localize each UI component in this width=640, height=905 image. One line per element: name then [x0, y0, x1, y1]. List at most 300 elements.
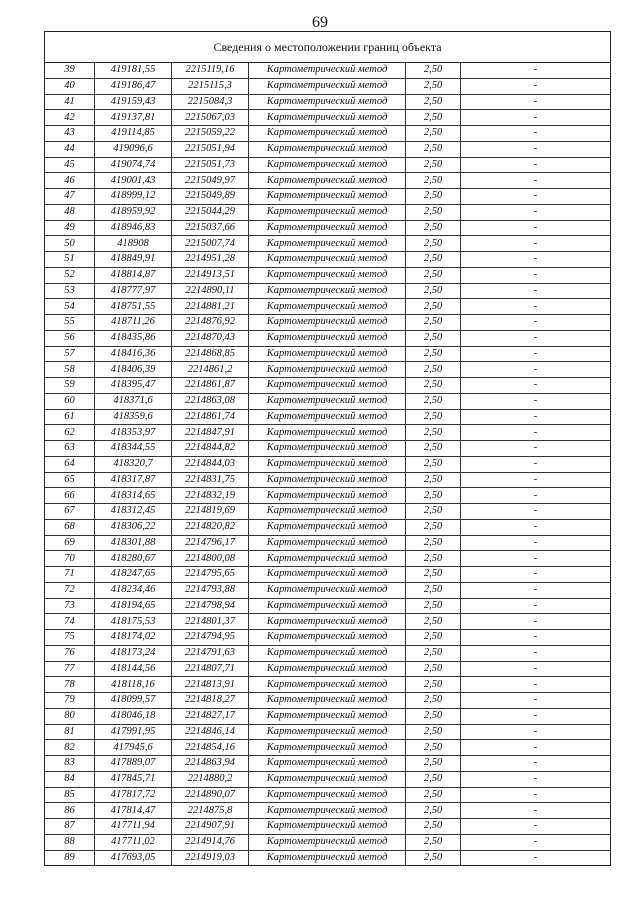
method-cell: Картометрический метод	[249, 850, 406, 865]
point-number-cell: 63	[45, 441, 95, 457]
point-number-cell: 61	[45, 409, 95, 425]
table-row	[45, 141, 610, 157]
description-cell: -	[461, 519, 611, 535]
description-cell: -	[461, 834, 611, 850]
y-coordinate-cell: 2215067,03	[172, 110, 249, 126]
x-coordinate-cell: 418175,53	[95, 614, 172, 630]
y-coordinate-cell: 2214951,28	[172, 252, 249, 268]
accuracy-cell: 2,50	[406, 63, 461, 78]
method-cell: Картометрический метод	[249, 157, 406, 173]
description-cell: -	[461, 220, 611, 236]
accuracy-cell: 2,50	[406, 346, 461, 362]
y-coordinate-cell: 2214847,91	[172, 425, 249, 441]
description-cell: -	[461, 661, 611, 677]
description-cell: -	[461, 425, 611, 441]
method-cell: Картометрический метод	[249, 456, 406, 472]
x-coordinate-cell: 418999,12	[95, 189, 172, 205]
table-row	[45, 567, 610, 583]
x-coordinate-cell: 417711,94	[95, 819, 172, 835]
y-coordinate-cell: 2214844,82	[172, 441, 249, 457]
point-number-cell: 50	[45, 236, 95, 252]
table-row	[45, 236, 610, 252]
y-coordinate-cell: 2215051,94	[172, 141, 249, 157]
x-coordinate-cell: 419186,47	[95, 78, 172, 94]
y-coordinate-cell: 2214793,88	[172, 582, 249, 598]
x-coordinate-cell: 418416,36	[95, 346, 172, 362]
description-cell: -	[461, 362, 611, 378]
method-cell: Картометрический метод	[249, 63, 406, 78]
x-coordinate-cell: 418320,7	[95, 456, 172, 472]
point-number-cell: 86	[45, 803, 95, 819]
table-row	[45, 267, 610, 283]
y-coordinate-cell: 2215049,89	[172, 189, 249, 205]
table-row	[45, 110, 610, 126]
method-cell: Картометрический метод	[249, 204, 406, 220]
accuracy-cell: 2,50	[406, 598, 461, 614]
accuracy-cell: 2,50	[406, 393, 461, 409]
table-row	[45, 488, 610, 504]
method-cell: Картометрический метод	[249, 141, 406, 157]
point-number-cell: 45	[45, 157, 95, 173]
description-cell: -	[461, 645, 611, 661]
accuracy-cell: 2,50	[406, 708, 461, 724]
y-coordinate-cell: 2214796,17	[172, 535, 249, 551]
point-number-cell: 49	[45, 220, 95, 236]
y-coordinate-cell: 2214880,2	[172, 771, 249, 787]
point-number-cell: 81	[45, 724, 95, 740]
accuracy-cell: 2,50	[406, 614, 461, 630]
point-number-cell: 60	[45, 393, 95, 409]
accuracy-cell: 2,50	[406, 315, 461, 331]
y-coordinate-cell: 2214844,03	[172, 456, 249, 472]
accuracy-cell: 2,50	[406, 456, 461, 472]
method-cell: Картометрический метод	[249, 393, 406, 409]
method-cell: Картометрический метод	[249, 787, 406, 803]
table-row	[45, 645, 610, 661]
y-coordinate-cell: 2214791,63	[172, 645, 249, 661]
table-row	[45, 409, 610, 425]
description-cell: -	[461, 315, 611, 331]
table-row	[45, 425, 610, 441]
method-cell: Картометрический метод	[249, 614, 406, 630]
description-cell: -	[461, 409, 611, 425]
point-number-cell: 88	[45, 834, 95, 850]
accuracy-cell: 2,50	[406, 535, 461, 551]
description-cell: -	[461, 724, 611, 740]
point-number-cell: 80	[45, 708, 95, 724]
table-row	[45, 173, 610, 189]
method-cell: Картометрический метод	[249, 661, 406, 677]
method-cell: Картометрический метод	[249, 78, 406, 94]
y-coordinate-cell: 2214818,27	[172, 693, 249, 709]
accuracy-cell: 2,50	[406, 834, 461, 850]
method-cell: Картометрический метод	[249, 693, 406, 709]
y-coordinate-cell: 2214798,94	[172, 598, 249, 614]
description-cell: -	[461, 78, 611, 94]
y-coordinate-cell: 2215049,97	[172, 173, 249, 189]
y-coordinate-cell: 2214795,65	[172, 567, 249, 583]
y-coordinate-cell: 2214863,08	[172, 393, 249, 409]
x-coordinate-cell: 418406,39	[95, 362, 172, 378]
table-row	[45, 551, 610, 567]
point-number-cell: 77	[45, 661, 95, 677]
method-cell: Картометрический метод	[249, 110, 406, 126]
table-row	[45, 204, 610, 220]
x-coordinate-cell: 418908	[95, 236, 172, 252]
table-row	[45, 252, 610, 268]
point-number-cell: 69	[45, 535, 95, 551]
y-coordinate-cell: 2214820,82	[172, 519, 249, 535]
point-number-cell: 74	[45, 614, 95, 630]
y-coordinate-cell: 2214861,2	[172, 362, 249, 378]
point-number-cell: 41	[45, 94, 95, 110]
x-coordinate-cell: 419159,43	[95, 94, 172, 110]
point-number-cell: 87	[45, 819, 95, 835]
description-cell: -	[461, 63, 611, 78]
method-cell: Картометрический метод	[249, 598, 406, 614]
description-cell: -	[461, 110, 611, 126]
method-cell: Картометрический метод	[249, 362, 406, 378]
description-cell: -	[461, 803, 611, 819]
x-coordinate-cell: 419074,74	[95, 157, 172, 173]
accuracy-cell: 2,50	[406, 472, 461, 488]
accuracy-cell: 2,50	[406, 283, 461, 299]
table-row	[45, 724, 610, 740]
method-cell: Картометрический метод	[249, 834, 406, 850]
method-cell: Картометрический метод	[249, 346, 406, 362]
table-row	[45, 535, 610, 551]
accuracy-cell: 2,50	[406, 189, 461, 205]
method-cell: Картометрический метод	[249, 378, 406, 394]
y-coordinate-cell: 2215119,16	[172, 63, 249, 78]
x-coordinate-cell: 417814,47	[95, 803, 172, 819]
y-coordinate-cell: 2214919,03	[172, 850, 249, 865]
x-coordinate-cell: 418344,55	[95, 441, 172, 457]
description-cell: -	[461, 693, 611, 709]
x-coordinate-cell: 418751,55	[95, 299, 172, 315]
point-number-cell: 57	[45, 346, 95, 362]
accuracy-cell: 2,50	[406, 645, 461, 661]
x-coordinate-cell: 418234,46	[95, 582, 172, 598]
point-number-cell: 89	[45, 850, 95, 865]
point-number-cell: 78	[45, 677, 95, 693]
table-row	[45, 220, 610, 236]
x-coordinate-cell: 419096,6	[95, 141, 172, 157]
description-cell: -	[461, 787, 611, 803]
method-cell: Картометрический метод	[249, 519, 406, 535]
y-coordinate-cell: 2214861,74	[172, 409, 249, 425]
y-coordinate-cell: 2214914,76	[172, 834, 249, 850]
table-row	[45, 740, 610, 756]
description-cell: -	[461, 677, 611, 693]
table-row	[45, 614, 610, 630]
y-coordinate-cell: 2215037,66	[172, 220, 249, 236]
description-cell: -	[461, 630, 611, 646]
description-cell: -	[461, 598, 611, 614]
y-coordinate-cell: 2215059,22	[172, 126, 249, 142]
x-coordinate-cell: 418946,83	[95, 220, 172, 236]
y-coordinate-cell: 2214868,85	[172, 346, 249, 362]
method-cell: Картометрический метод	[249, 819, 406, 835]
point-number-cell: 75	[45, 630, 95, 646]
accuracy-cell: 2,50	[406, 362, 461, 378]
table-row	[45, 126, 610, 142]
y-coordinate-cell: 2214819,69	[172, 504, 249, 520]
y-coordinate-cell: 2215044,29	[172, 204, 249, 220]
y-coordinate-cell: 2214807,71	[172, 661, 249, 677]
y-coordinate-cell: 2214876,92	[172, 315, 249, 331]
page-number: 69	[312, 14, 328, 31]
point-number-cell: 73	[45, 598, 95, 614]
x-coordinate-cell: 418353,97	[95, 425, 172, 441]
table-row	[45, 283, 610, 299]
accuracy-cell: 2,50	[406, 78, 461, 94]
method-cell: Картометрический метод	[249, 236, 406, 252]
method-cell: Картометрический метод	[249, 582, 406, 598]
point-number-cell: 82	[45, 740, 95, 756]
point-number-cell: 40	[45, 78, 95, 94]
accuracy-cell: 2,50	[406, 803, 461, 819]
x-coordinate-cell: 419001,43	[95, 173, 172, 189]
method-cell: Картометрический метод	[249, 645, 406, 661]
x-coordinate-cell: 418312,45	[95, 504, 172, 520]
accuracy-cell: 2,50	[406, 378, 461, 394]
method-cell: Картометрический метод	[249, 220, 406, 236]
accuracy-cell: 2,50	[406, 204, 461, 220]
table-row	[45, 189, 610, 205]
method-cell: Картометрический метод	[249, 551, 406, 567]
description-cell: -	[461, 456, 611, 472]
method-cell: Картометрический метод	[249, 315, 406, 331]
x-coordinate-cell: 418777,97	[95, 283, 172, 299]
x-coordinate-cell: 418371,6	[95, 393, 172, 409]
point-number-cell: 66	[45, 488, 95, 504]
x-coordinate-cell: 418173,24	[95, 645, 172, 661]
table-row	[45, 803, 610, 819]
point-number-cell: 72	[45, 582, 95, 598]
table-row	[45, 299, 610, 315]
method-cell: Картометрический метод	[249, 330, 406, 346]
accuracy-cell: 2,50	[406, 409, 461, 425]
accuracy-cell: 2,50	[406, 756, 461, 772]
description-cell: -	[461, 708, 611, 724]
description-cell: -	[461, 504, 611, 520]
method-cell: Картометрический метод	[249, 409, 406, 425]
description-cell: -	[461, 126, 611, 142]
table-row	[45, 456, 610, 472]
x-coordinate-cell: 418118,16	[95, 677, 172, 693]
description-cell: -	[461, 819, 611, 835]
point-number-cell: 52	[45, 267, 95, 283]
description-cell: -	[533, 851, 538, 863]
point-number-cell: 58	[45, 362, 95, 378]
point-number-cell: 53	[45, 283, 95, 299]
y-coordinate-cell: 2214913,51	[172, 267, 249, 283]
point-number-cell: 83	[45, 756, 95, 772]
y-coordinate-cell: 2214846,14	[172, 724, 249, 740]
x-coordinate-cell: 418099,57	[95, 693, 172, 709]
accuracy-cell: 2,50	[406, 850, 461, 865]
accuracy-cell: 2,50	[406, 220, 461, 236]
description-cell: -	[461, 141, 611, 157]
point-number-cell: 46	[45, 173, 95, 189]
x-coordinate-cell: 418194,65	[95, 598, 172, 614]
description-cell: -	[461, 267, 611, 283]
method-cell: Картометрический метод	[249, 283, 406, 299]
description-cell: -	[461, 252, 611, 268]
table-row	[45, 630, 610, 646]
y-coordinate-cell: 2215115,3	[172, 78, 249, 94]
accuracy-cell: 2,50	[406, 693, 461, 709]
method-cell: Картометрический метод	[249, 94, 406, 110]
table-row	[45, 756, 610, 772]
table-row	[45, 661, 610, 677]
method-cell: Картометрический метод	[249, 630, 406, 646]
table-row	[45, 378, 610, 394]
table-row	[45, 708, 610, 724]
accuracy-cell: 2,50	[406, 110, 461, 126]
accuracy-cell: 2,50	[406, 94, 461, 110]
x-coordinate-cell: 418814,87	[95, 267, 172, 283]
description-cell: -	[461, 393, 611, 409]
x-coordinate-cell: 417711,02	[95, 834, 172, 850]
y-coordinate-cell: 2214801,37	[172, 614, 249, 630]
table-row	[45, 393, 610, 409]
description-cell: -	[461, 236, 611, 252]
point-number-cell: 48	[45, 204, 95, 220]
table-row	[45, 330, 610, 346]
table-row	[45, 834, 610, 850]
accuracy-cell: 2,50	[406, 771, 461, 787]
x-coordinate-cell: 418280,67	[95, 551, 172, 567]
method-cell: Картометрический метод	[249, 740, 406, 756]
description-cell: -	[461, 551, 611, 567]
description-cell: -	[461, 472, 611, 488]
method-cell: Картометрический метод	[249, 488, 406, 504]
point-number-cell: 59	[45, 378, 95, 394]
method-cell: Картометрический метод	[249, 441, 406, 457]
table-row	[45, 519, 610, 535]
point-number-cell: 79	[45, 693, 95, 709]
accuracy-cell: 2,50	[406, 504, 461, 520]
x-coordinate-cell: 417693,05	[95, 850, 172, 865]
accuracy-cell: 2,50	[406, 677, 461, 693]
accuracy-cell: 2,50	[406, 267, 461, 283]
method-cell: Картометрический метод	[249, 708, 406, 724]
method-cell: Картометрический метод	[249, 252, 406, 268]
accuracy-cell: 2,50	[406, 157, 461, 173]
description-cell: -	[461, 330, 611, 346]
x-coordinate-cell: 417889,07	[95, 756, 172, 772]
point-number-cell: 54	[45, 299, 95, 315]
x-coordinate-cell: 418711,26	[95, 315, 172, 331]
description-cell: -	[461, 771, 611, 787]
y-coordinate-cell: 2215007,74	[172, 236, 249, 252]
accuracy-cell: 2,50	[406, 330, 461, 346]
table-row	[45, 819, 610, 835]
point-number-cell: 43	[45, 126, 95, 142]
description-cell: -	[461, 614, 611, 630]
accuracy-cell: 2,50	[406, 582, 461, 598]
method-cell: Картометрический метод	[249, 299, 406, 315]
y-coordinate-cell: 2214907,91	[172, 819, 249, 835]
x-coordinate-cell: 419181,55	[95, 63, 172, 78]
y-coordinate-cell: 2214875,8	[172, 803, 249, 819]
method-cell: Картометрический метод	[249, 771, 406, 787]
y-coordinate-cell: 2214827,17	[172, 708, 249, 724]
table-row	[45, 346, 610, 362]
accuracy-cell: 2,50	[406, 661, 461, 677]
y-coordinate-cell: 2214863,94	[172, 756, 249, 772]
description-cell: -	[461, 157, 611, 173]
point-number-cell: 55	[45, 315, 95, 331]
y-coordinate-cell: 2214854,16	[172, 740, 249, 756]
accuracy-cell: 2,50	[406, 488, 461, 504]
x-coordinate-cell: 418395,47	[95, 378, 172, 394]
description-cell: -	[461, 740, 611, 756]
method-cell: Картометрический метод	[249, 189, 406, 205]
coordinates-table-body	[45, 63, 610, 865]
accuracy-cell: 2,50	[406, 551, 461, 567]
description-cell: -	[461, 283, 611, 299]
table-row	[45, 94, 610, 110]
accuracy-cell: 2,50	[406, 236, 461, 252]
x-coordinate-cell: 419137,81	[95, 110, 172, 126]
table-row	[45, 598, 610, 614]
description-cell: -	[461, 756, 611, 772]
x-coordinate-cell: 417991,95	[95, 724, 172, 740]
y-coordinate-cell: 2215084,3	[172, 94, 249, 110]
table-row	[45, 78, 610, 94]
accuracy-cell: 2,50	[406, 567, 461, 583]
point-number-cell: 85	[45, 787, 95, 803]
accuracy-cell: 2,50	[406, 740, 461, 756]
x-coordinate-cell: 418301,88	[95, 535, 172, 551]
y-coordinate-cell: 2214890,11	[172, 283, 249, 299]
point-number-cell: 76	[45, 645, 95, 661]
y-coordinate-cell: 2214831,75	[172, 472, 249, 488]
method-cell: Картометрический метод	[249, 267, 406, 283]
x-coordinate-cell: 417845,71	[95, 771, 172, 787]
y-coordinate-cell: 2214794,95	[172, 630, 249, 646]
point-number-cell: 68	[45, 519, 95, 535]
point-number-cell: 64	[45, 456, 95, 472]
accuracy-cell: 2,50	[406, 126, 461, 142]
table-row	[45, 472, 610, 488]
description-cell: -	[461, 582, 611, 598]
method-cell: Картометрический метод	[249, 567, 406, 583]
method-cell: Картометрический метод	[249, 472, 406, 488]
x-coordinate-cell: 418849,91	[95, 252, 172, 268]
accuracy-cell: 2,50	[406, 299, 461, 315]
y-coordinate-cell: 2215051,73	[172, 157, 249, 173]
description-cell: -	[461, 441, 611, 457]
y-coordinate-cell: 2214861,87	[172, 378, 249, 394]
accuracy-cell: 2,50	[406, 141, 461, 157]
method-cell: Картометрический метод	[249, 504, 406, 520]
accuracy-cell: 2,50	[406, 252, 461, 268]
x-coordinate-cell: 418959,92	[95, 204, 172, 220]
table-row	[45, 315, 610, 331]
x-coordinate-cell: 418174,02	[95, 630, 172, 646]
table-row	[45, 362, 610, 378]
point-number-cell: 84	[45, 771, 95, 787]
point-number-cell: 56	[45, 330, 95, 346]
method-cell: Картометрический метод	[249, 173, 406, 189]
accuracy-cell: 2,50	[406, 425, 461, 441]
y-coordinate-cell: 2214800,08	[172, 551, 249, 567]
x-coordinate-cell: 418306,22	[95, 519, 172, 535]
